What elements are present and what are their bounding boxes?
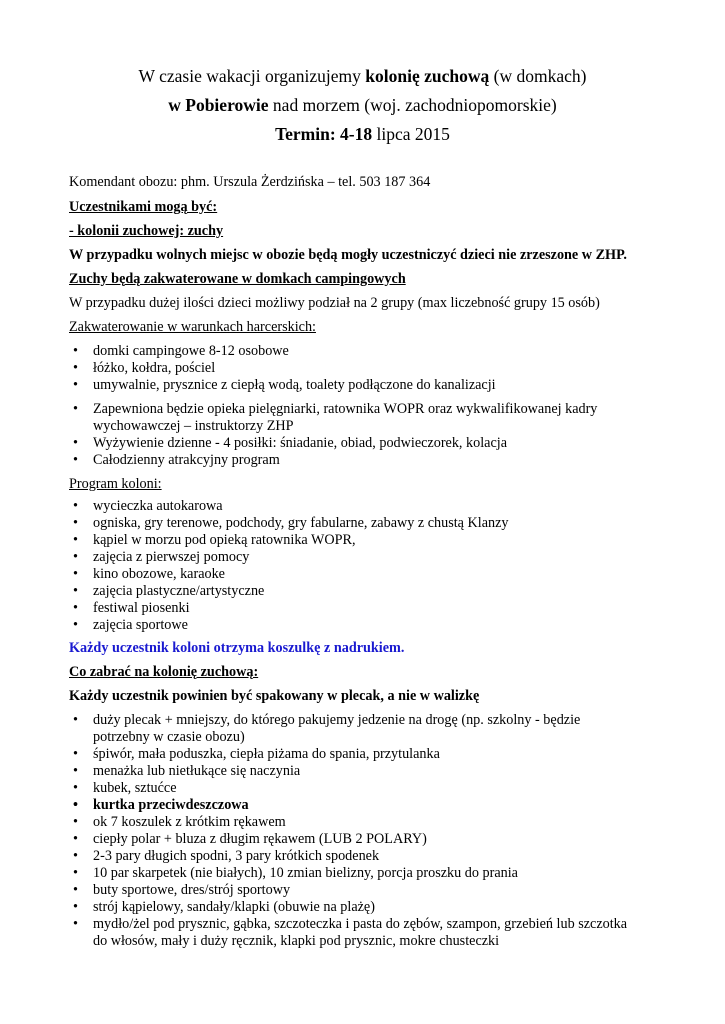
list-item: • umywalnie, prysznice z ciepłą wodą, toalety podłączone do kanalizacji	[69, 377, 669, 394]
list-item: • łóżko, kołdra, pościel	[69, 360, 669, 377]
list-item: • menażka lub nietłukące się naczynia	[69, 763, 629, 780]
participants-type: - kolonii zuchowej: zuchy	[69, 223, 224, 239]
accommodation-heading: Zuchy będą zakwaterowane w domkach campingowych	[69, 271, 406, 287]
list-item: • duży plecak + mniejszy, do którego pakujemy jedzenie na drogę (np. szkolny - będzie potrzebny w czasie obozu)	[69, 712, 629, 746]
conditions-list	[69, 343, 669, 394]
list-item: • ciepły polar + bluza z długim rękawem (LUB 2 POLARY)	[69, 831, 629, 848]
list-item: • ogniska, gry terenowe, podchody, gry fabularne, zabawy z chustą Klanzy	[69, 515, 669, 532]
header-bold-text: w Pobierowie	[168, 95, 269, 115]
list-item: • śpiwór, mała poduszka, ciepła piżama do spania, przytulanka	[69, 746, 629, 763]
program-list	[69, 498, 669, 634]
header-line-2	[0, 95, 725, 116]
list-item: • 2-3 pary długich spodni, 3 pary krótkich spodenek	[69, 848, 629, 865]
list-item: • kurtka przeciwdeszczowa	[69, 797, 629, 814]
packing-list	[69, 712, 629, 950]
header-text: (w domkach)	[489, 66, 587, 86]
packing-note: Każdy uczestnik powinien być spakowany w plecak, a nie w walizkę	[69, 688, 480, 704]
list-item: • Całodzienny atrakcyjny program	[69, 452, 649, 469]
header-line-1	[0, 66, 725, 87]
list-item: • kubek, sztućce	[69, 780, 629, 797]
header-text: nad morzem (woj. zachodniopomorskie)	[268, 95, 557, 115]
program-heading: Program koloni:	[69, 476, 162, 492]
list-item: • Zapewniona będzie opieka pielęgniarki, ratownika WOPR oraz wykwalifikowanej kadry wychowawczej – instruktorzy ZHP	[69, 401, 649, 435]
list-item: • buty sportowe, dres/strój sportowy	[69, 882, 629, 899]
list-item: • zajęcia sportowe	[69, 617, 669, 634]
list-item: • mydło/żel pod prysznic, gąbka, szczoteczka i pasta do zębów, szampon, grzebień lub szczotka do włosów, mały i duży ręcznik, klapki pod prysznic, mokre chusteczki	[69, 916, 629, 950]
header-bold-text: kolonię zuchową	[365, 66, 490, 86]
header-text: W czasie wakacji organizujemy	[138, 66, 366, 86]
packing-heading: Co zabrać na kolonię zuchową:	[69, 664, 259, 680]
tshirt-note: Każdy uczestnik koloni otrzyma koszulkę z nadrukiem.	[69, 640, 405, 656]
conditions-list-2	[69, 401, 649, 469]
participants-heading: Uczestnikami mogą być:	[69, 199, 218, 215]
list-item: • kino obozowe, karaoke	[69, 566, 669, 583]
list-item: • ok 7 koszulek z krótkim rękawem	[69, 814, 629, 831]
commander-info: Komendant obozu: phm. Urszula Żerdzińska – tel. 503 187 364	[69, 174, 431, 190]
term-date: lipca 2015	[372, 124, 450, 144]
list-item: • kąpiel w morzu pod opieką ratownika WOPR,	[69, 532, 669, 549]
header-line-3	[0, 124, 725, 145]
list-item: • Wyżywienie dzienne - 4 posiłki: śniadanie, obiad, podwieczorek, kolacja	[69, 435, 649, 452]
list-item: • zajęcia z pierwszej pomocy	[69, 549, 669, 566]
list-item: • festiwal piosenki	[69, 600, 669, 617]
list-item: • domki campingowe 8-12 osobowe	[69, 343, 669, 360]
groups-note: W przypadku dużej ilości dzieci możliwy podział na 2 grupy (max liczebność grupy 15 osób)	[69, 295, 600, 311]
list-item: • wycieczka autokarowa	[69, 498, 669, 515]
list-item: • zajęcia plastyczne/artystyczne	[69, 583, 669, 600]
free-places-note: W przypadku wolnych miejsc w obozie będą mogły uczestniczyć dzieci nie zrzeszone w ZHP.	[69, 247, 627, 263]
conditions-heading: Zakwaterowanie w warunkach harcerskich:	[69, 319, 316, 335]
list-item: • strój kąpielowy, sandały/klapki (obuwie na plażę)	[69, 899, 629, 916]
list-item: • 10 par skarpetek (nie białych), 10 zmian bielizny, porcja proszku do prania	[69, 865, 629, 882]
term-label: Termin: 4-18	[275, 124, 373, 144]
